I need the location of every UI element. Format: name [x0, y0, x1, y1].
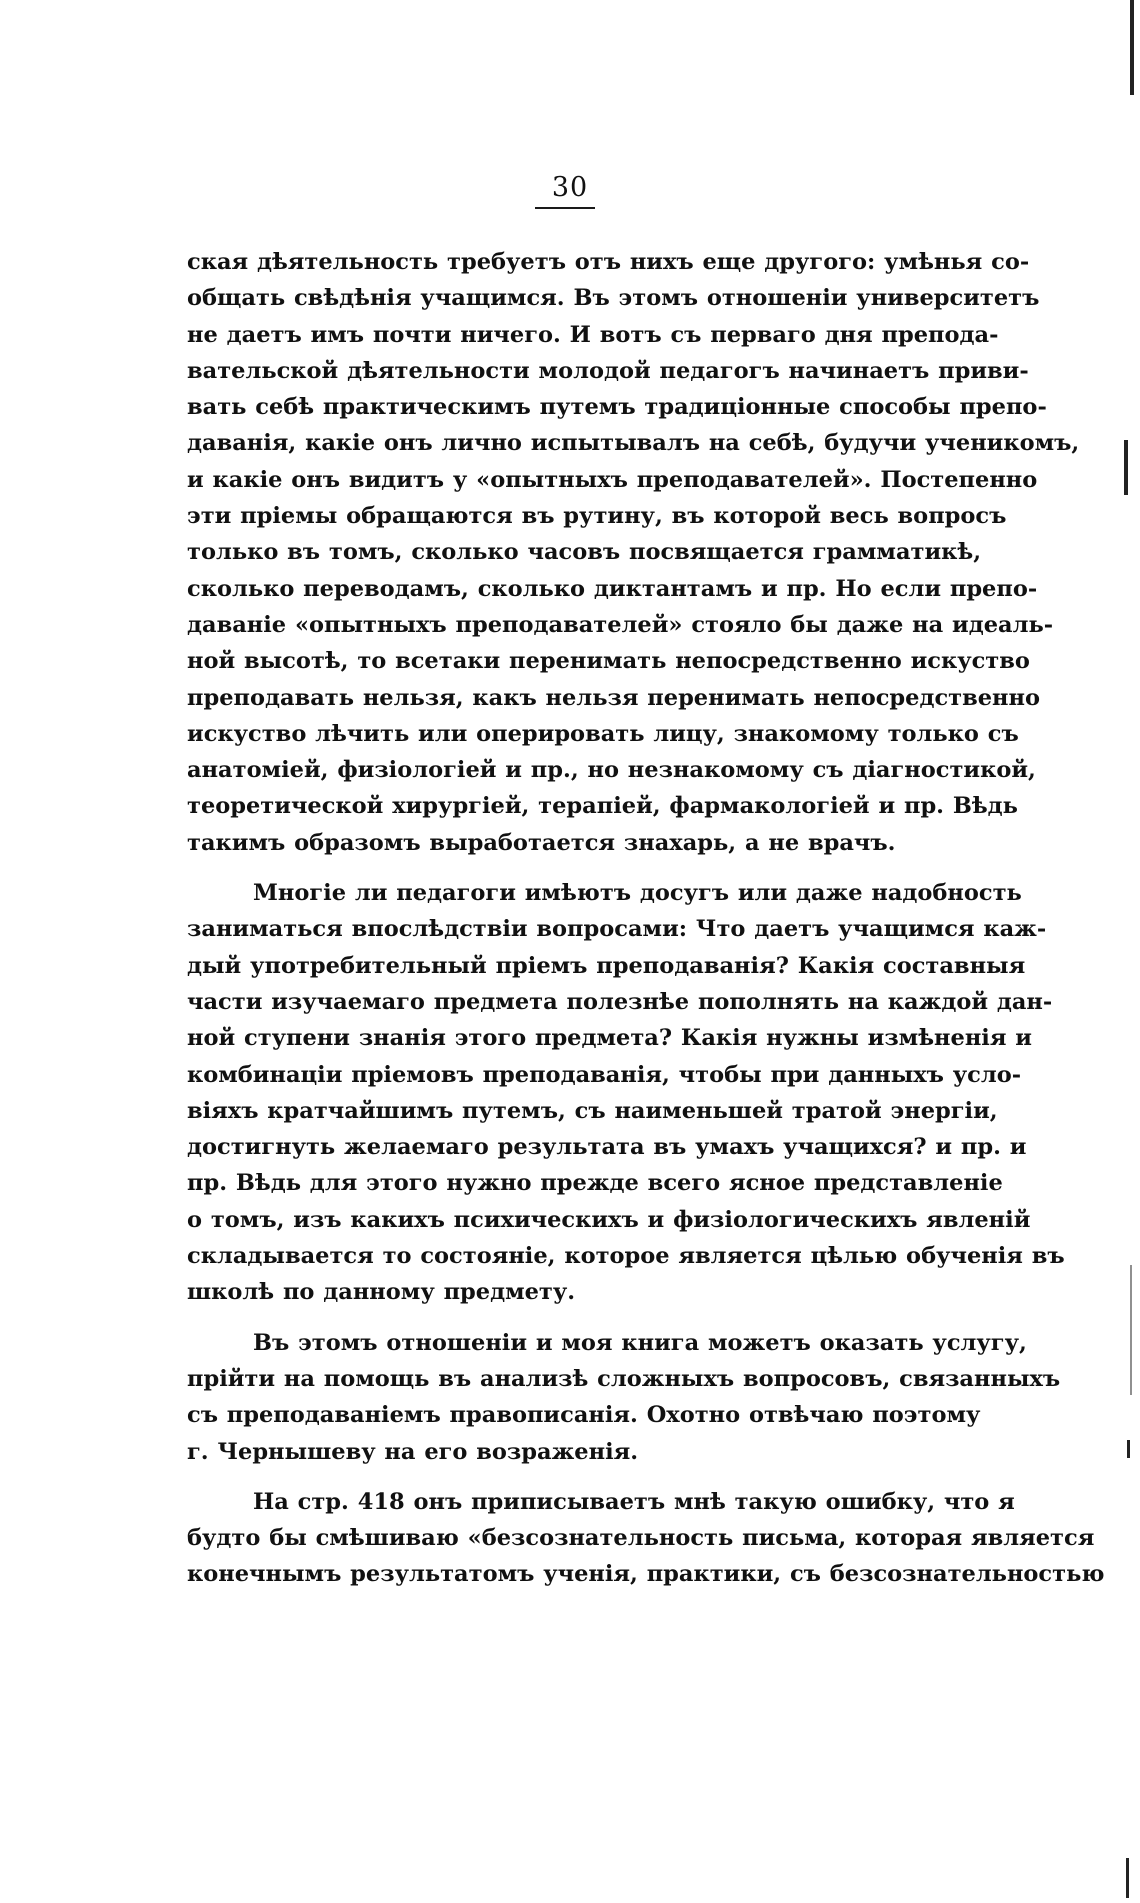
page-number: 30	[551, 172, 589, 203]
text-line: віяхъ кратчайшимъ путемъ, съ наименьшей тратой энергіи,	[187, 1097, 998, 1124]
text-line: сколько переводамъ, сколько диктантамъ и пр. Но если препо-	[187, 575, 1038, 602]
paragraph-1	[187, 244, 1080, 861]
text-line: заниматься впослѣдствіи вопросами: Что даетъ учащимся каж-	[187, 916, 1047, 943]
text-line: будто бы смѣшиваю «безсознательность письма, которая является	[187, 1525, 1095, 1552]
text-line: На стр. 418 онъ приписываетъ мнѣ такую ошибку, что я	[253, 1488, 1015, 1515]
text-line: ская дѣятельность требуетъ отъ нихъ еще другого: умѣнья со-	[187, 249, 1030, 275]
paragraph-2	[187, 875, 1065, 1311]
text-line: школѣ по данному предмету.	[187, 1279, 576, 1306]
text-line: искуство лѣчить или оперировать лицу, знакомому только съ	[187, 720, 1019, 747]
text-line: ной ступени знанія этого предмета? Какія нужны измѣненія и	[187, 1025, 1032, 1052]
text-line: дый употребительный пріемъ преподаванія? Какія составныя	[187, 952, 1026, 979]
text-line: общать свѣдѣнія учащимся. Въ этомъ отношеніи университетъ	[187, 285, 1040, 312]
scan-edge-mark	[1130, 1265, 1132, 1395]
text-line: Въ этомъ отношеніи и моя книга можетъ оказать услугу,	[253, 1329, 1027, 1356]
text-line: складывается то состояніе, которое является цѣлью обученія въ	[187, 1243, 1065, 1270]
scan-edge-mark	[1124, 440, 1128, 495]
text-line: о томъ, изъ какихъ психическихъ и физіологическихъ явленій	[187, 1206, 1031, 1233]
text-line: Многіе ли педагоги имѣютъ досугъ или даже надобность	[253, 880, 1022, 907]
text-line: конечнымъ результатомъ ученія, практики, съ безсознательностью	[187, 1561, 1105, 1588]
text-line: комбинаціи пріемовъ преподаванія, чтобы при данныхъ усло-	[187, 1061, 1022, 1088]
text-line: не даетъ имъ почти ничего. И вотъ съ перваго дня препода-	[187, 321, 999, 348]
paragraph-3	[187, 1325, 1061, 1470]
text-line: вать себѣ практическимъ путемъ традиціонные способы препо-	[187, 394, 1047, 421]
text-line: пр. Вѣдь для этого нужно прежде всего ясное представленіе	[187, 1170, 1003, 1197]
text-line: эти пріемы обращаются въ рутину, въ которой весь вопросъ	[187, 503, 1007, 530]
page-number-rule	[535, 207, 595, 209]
text-line: анатоміей, физіологіей и пр., но незнакомому съ діагностикой,	[187, 757, 1036, 784]
text-line: г. Чернышеву на его возраженія.	[187, 1438, 639, 1465]
scan-edge-mark	[1126, 1858, 1129, 1898]
text-line: прійти на помощь въ анализѣ сложныхъ вопросовъ, связанныхъ	[187, 1365, 1061, 1392]
text-line: теоретической хирургіей, терапіей, фармакологіей и пр. Вѣдь	[187, 793, 1018, 820]
paragraph-4	[187, 1484, 1105, 1593]
text-line: даваніе «опытныхъ преподавателей» стояло бы даже на идеаль-	[187, 611, 1054, 638]
text-line: съ преподаваніемъ правописанія. Охотно отвѣчаю поэтому	[187, 1402, 981, 1429]
text-line: вательской дѣятельности молодой педагогъ начинаетъ приви-	[187, 357, 1029, 384]
text-line: достигнуть желаемаго результата въ умахъ учащихся? и пр. и	[187, 1134, 1027, 1161]
scan-edge-mark	[1127, 1440, 1130, 1458]
text-line: части изучаемаго предмета полезнѣе пополнять на каждой дан-	[187, 988, 1053, 1015]
scan-edge-mark	[1130, 0, 1134, 95]
text-line: только въ томъ, сколько часовъ посвящается грамматикѣ,	[187, 539, 982, 566]
text-line: даванія, какіе онъ лично испытывалъ на себѣ, будучи ученикомъ,	[187, 430, 1080, 457]
text-line: ной высотѣ, то всетаки перенимать непосредственно искуство	[187, 648, 1030, 675]
text-line: и какіе онъ видитъ у «опытныхъ преподавателей». Постепенно	[187, 466, 1038, 493]
text-line: преподавать нельзя, какъ нельзя перенимать непосредственно	[187, 684, 1040, 711]
text-body	[187, 244, 1105, 1593]
text-line: такимъ образомъ выработается знахарь, а не врачъ.	[187, 829, 896, 856]
